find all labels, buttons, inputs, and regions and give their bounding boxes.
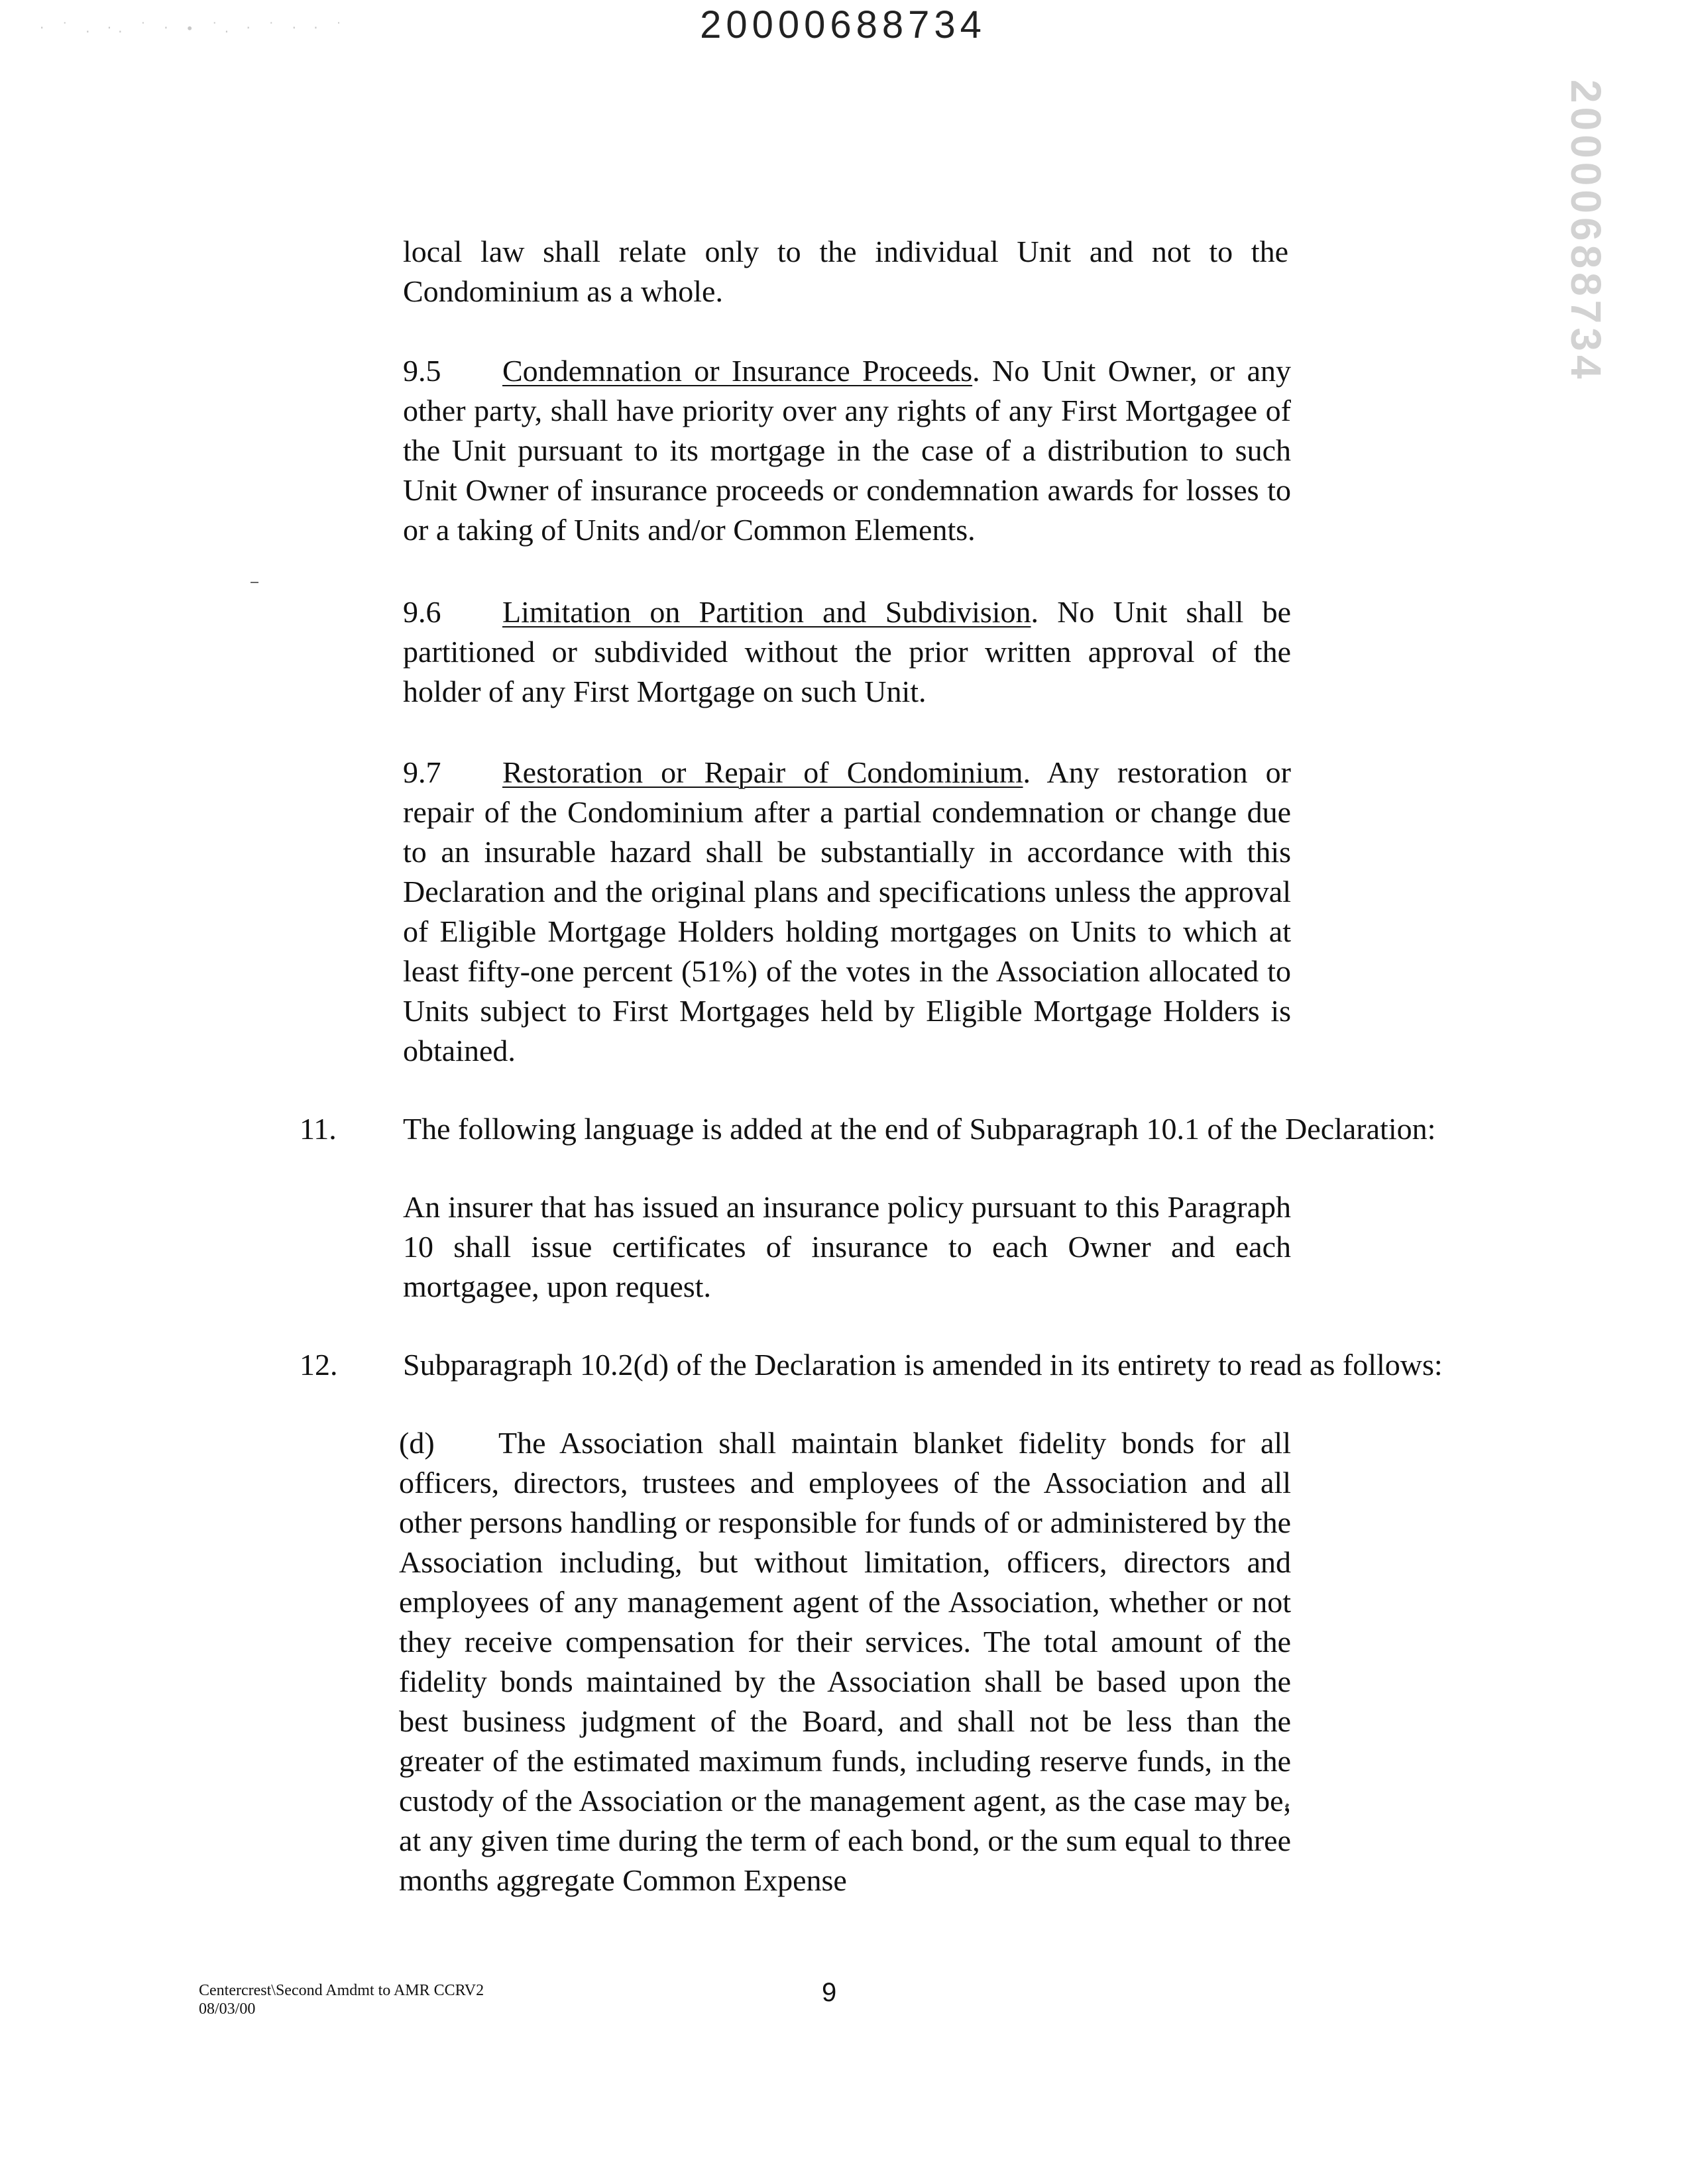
quote-text: An insurer that has issued an insurance policy pursuant to this Paragraph 10 shall issue certificates of insurance to each Owner and each mortgagee, upon request. [403, 1190, 1291, 1303]
page-number: 9 [822, 1978, 837, 2007]
section-number: 9.7 [403, 755, 441, 789]
item-11-lead: The following language is added at the end of Subparagraph 10.1 of the Declaration: [403, 1112, 1436, 1146]
section-heading: Restoration or Repair of Condominium [502, 755, 1023, 789]
section-text: . No Unit shall be partitioned or subdivided without the prior written approval of the holder of any First Mortgage on such Unit. [403, 595, 1291, 708]
side-stamp: 20000688734 [1562, 80, 1610, 383]
footer-date: 08/03/00 [199, 2000, 256, 2018]
section-9-6 [403, 592, 1291, 712]
section-9-5 [403, 351, 1291, 550]
section-number: 9.6 [403, 595, 441, 629]
item-12-number: 12. [300, 1348, 338, 1382]
footer-info [199, 1981, 484, 2018]
quote-text: The Association shall maintain blanket fidelity bonds for all officers, directors, trustees and employees of the Association and all other persons handling or responsible for funds of or administered by the Association including, but without limitation, officers, directors and employees of any management agent of the Association, whether or not they receive compensation for their services. The total amount of the fidelity bonds maintained by the Association shall be based upon the best business judgment of the Board, and shall not be less than the greater of the estimated maximum funds, including reserve funds, in the custody of the Association or the management agent, as the case may be, at any given time during the term of each bond, or the sum equal to three months aggregate Common Expense [399, 1426, 1291, 1897]
section-heading: Condemnation or Insurance Proceeds [502, 354, 973, 388]
footer-file-path: Centercrest\Second Amdmt to AMR CCRV2 [199, 1982, 484, 1999]
scan-noise: · ˙ . ·. ˙ · ∙ ˙. · ˙ · · ˙ [40, 20, 349, 36]
section-text: . No Unit Owner, or any other party, shall have priority over any rights of any First Mortgagee of the Unit pursuant to its mortgage in the case of a distribution to such Unit Owner of insurance proceeds or condemnation awards for losses to or a taking of Units and/or Common Elements. [403, 354, 1291, 547]
item-11-quote [403, 1187, 1291, 1307]
section-9-7 [403, 753, 1291, 1071]
margin-mark [251, 582, 258, 583]
intro-paragraph [403, 232, 1288, 311]
item-11-number: 11. [300, 1112, 337, 1146]
intro-text: local law shall relate only to the individual Unit and not to the Condominium as a whole. [403, 235, 1288, 308]
section-number: 9.5 [403, 354, 441, 388]
section-heading: Limitation on Partition and Subdivision [502, 595, 1031, 629]
section-text: . Any restoration or repair of the Condominium after a partial condemnation or change due to an insurable hazard shall be substantially in accordance with this Declaration and the original plans and specifications unless the approval of Eligible Mortgage Holders holding mortgages on Units to which at least fifty-one percent (51%) of the votes in the Association allocated to Units subject to First Mortgages held by Eligible Mortgage Holders is obtained. [403, 755, 1291, 1067]
document-number: 20000688734 [700, 3, 986, 46]
item-12-lead: Subparagraph 10.2(d) of the Declaration is amended in its entirety to read as follows: [403, 1348, 1443, 1382]
sub-label: (d) [399, 1426, 435, 1460]
item-12-quote [399, 1423, 1291, 1900]
